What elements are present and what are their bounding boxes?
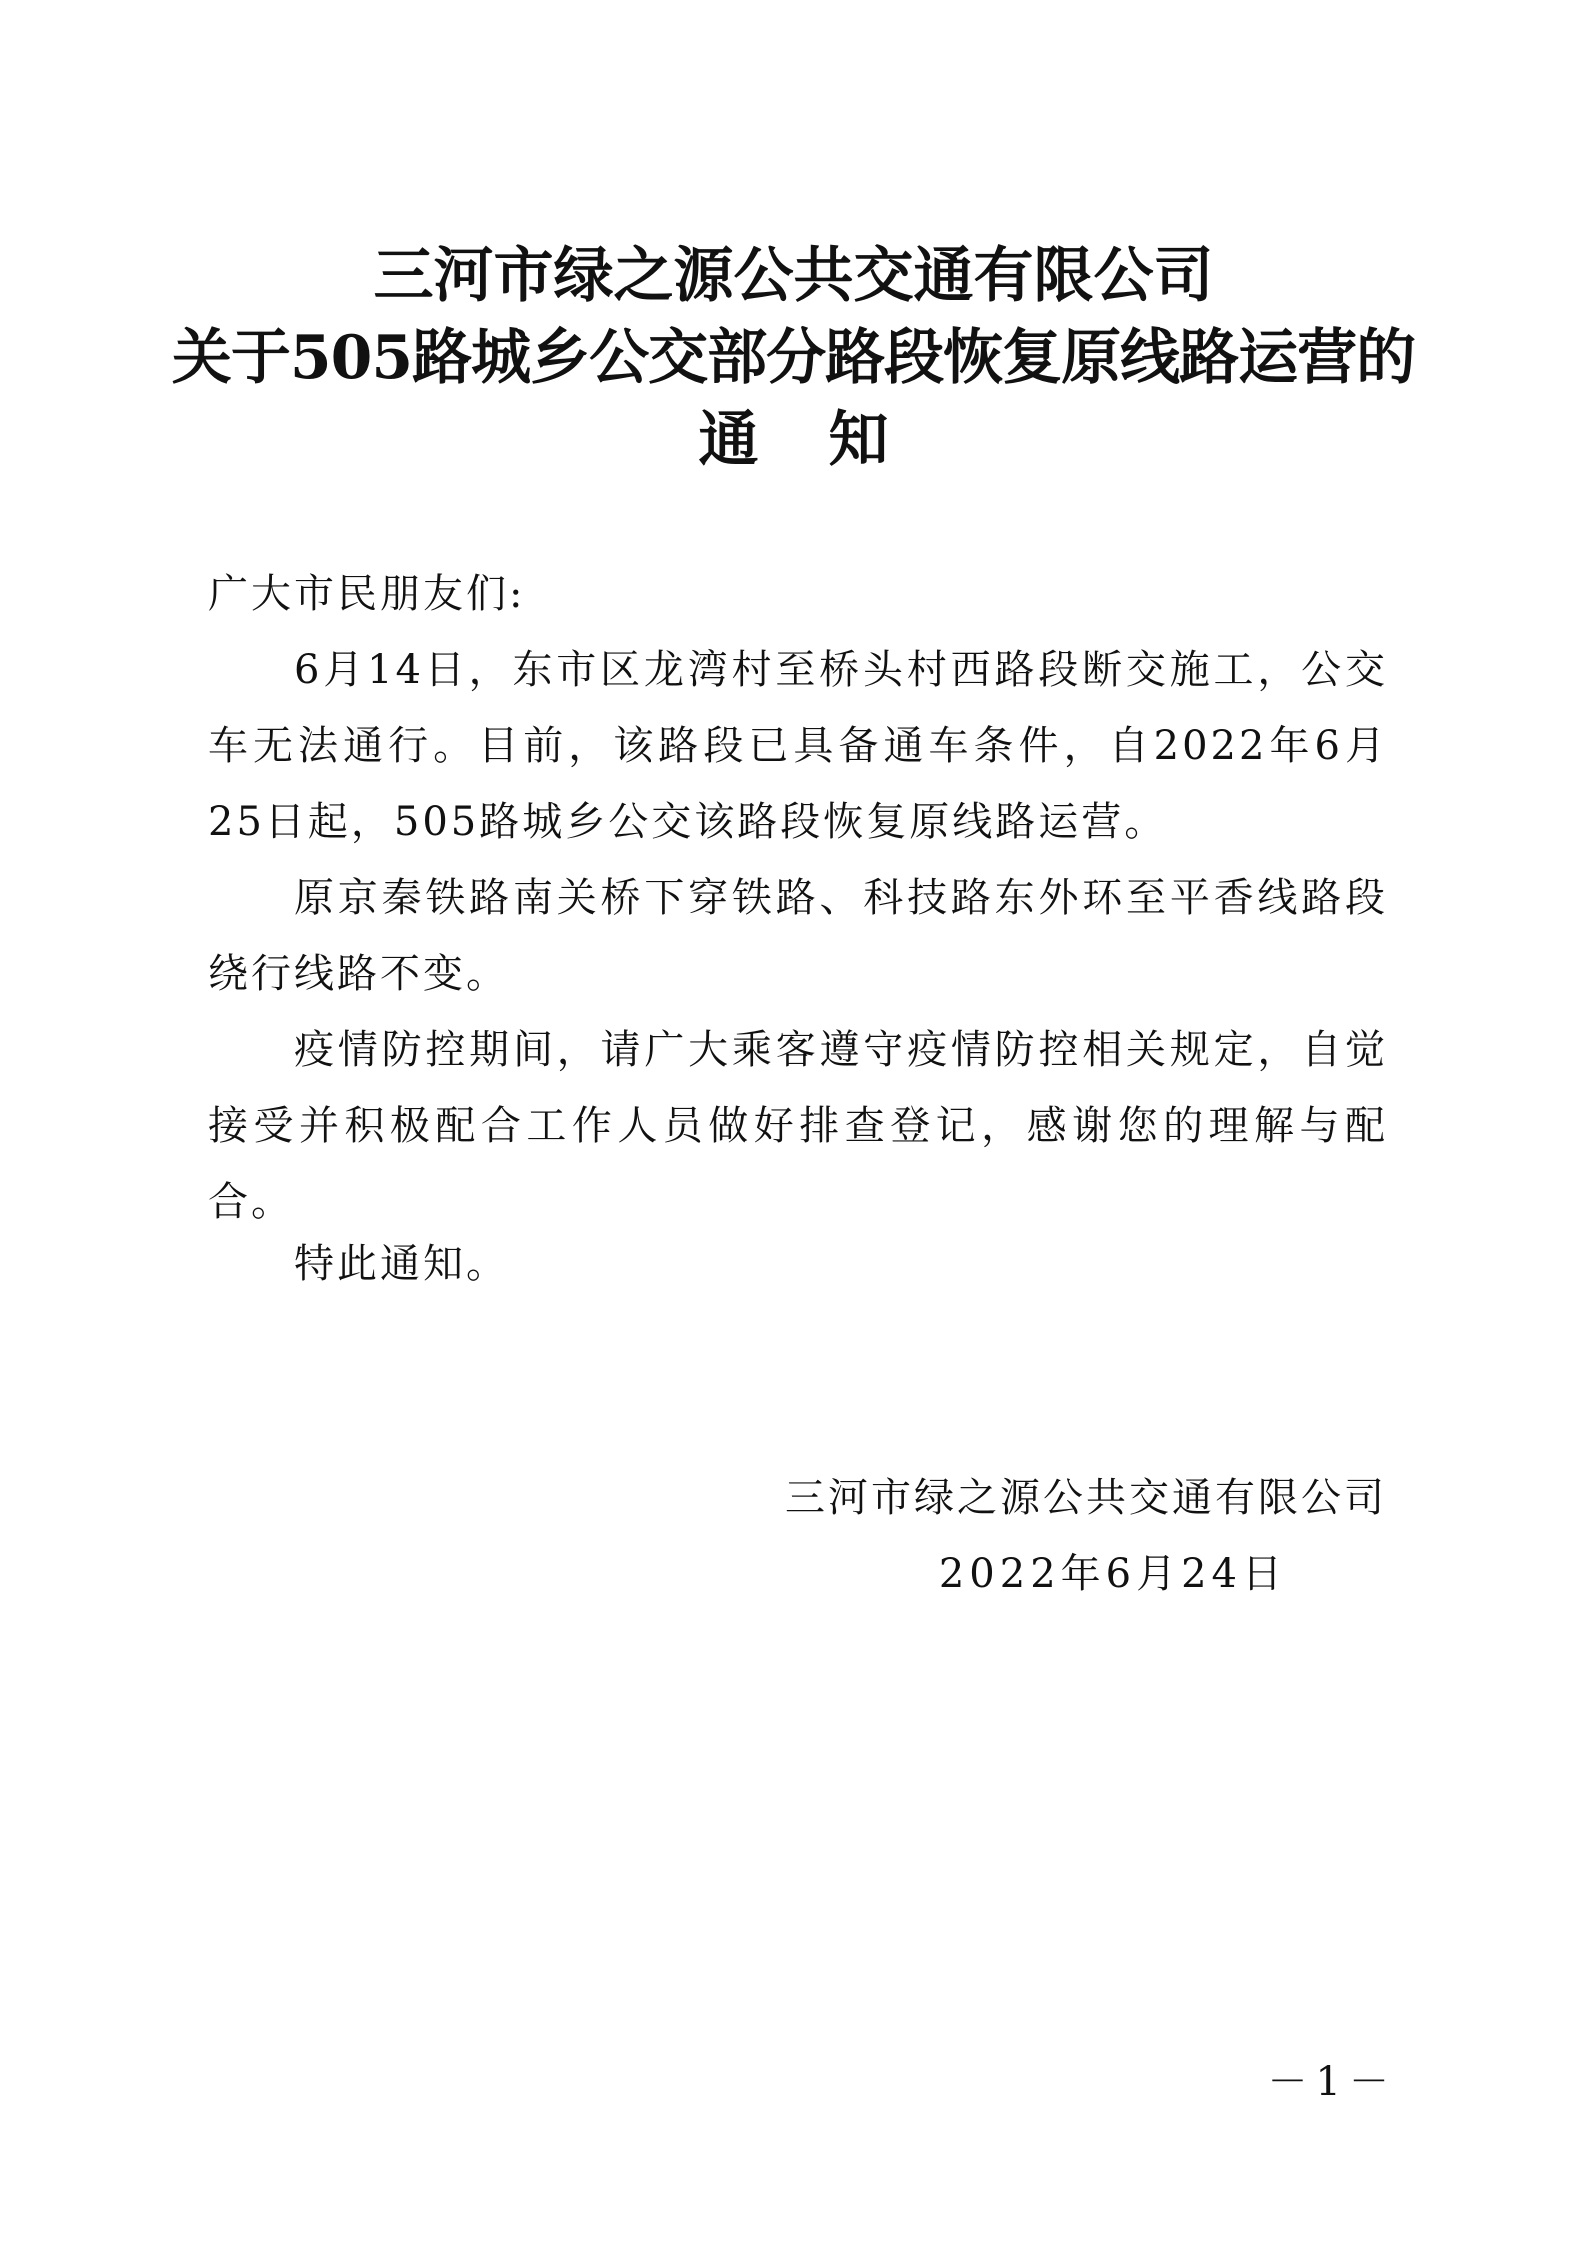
page-number: －1－ — [1267, 2059, 1397, 2105]
paragraph-route-resume: 6月14日，东市区龙湾村至桥头村西路段断交施工，公交车无法通行。目前，该路段已具备通车条件，自2022年6月25日起，505路城乡公交该路段恢复原线路运营。 — [208, 647, 1388, 845]
title-notice: 通知 — [698, 405, 959, 475]
salutation: 广大市民朋友们: — [208, 571, 526, 617]
title-subject: 关于505路城乡公交部分路段恢复原线路运营的 — [171, 323, 1416, 393]
title-company: 三河市绿之源公共交通有限公司 — [373, 241, 1214, 311]
paragraph-detour-unchanged: 原京秦铁路南关桥下穿铁路、科技路东外环至平香线路段绕行线路不变。 — [208, 875, 1388, 997]
paragraph-epidemic-notice: 疫情防控期间，请广大乘客遵守疫情防控相关规定，自觉接受并积极配合工作人员做好排查登记，感谢您的理解与配合。 — [208, 1027, 1388, 1225]
signature-organization: 三河市绿之源公共交通有限公司 — [785, 1475, 1387, 1521]
closing-remark: 特此通知。 — [294, 1241, 509, 1287]
signature-date: 2022年6月24日 — [938, 1551, 1287, 1597]
